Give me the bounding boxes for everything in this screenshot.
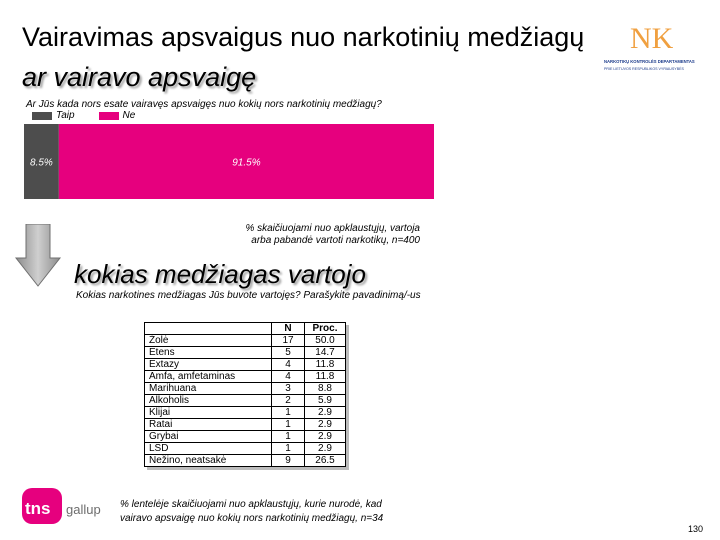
table-header-n: N: [272, 323, 305, 335]
cell-name: Ratai: [145, 419, 272, 431]
cell-pct: 2.9: [305, 431, 346, 443]
cell-pct: 8.8: [305, 383, 346, 395]
cell-name: Grybai: [145, 431, 272, 443]
cell-pct: 5.9: [305, 395, 346, 407]
legend-item-taip: [32, 110, 75, 121]
table-row: [145, 335, 346, 347]
gallup-text: gallup: [66, 502, 101, 517]
substances-table: [144, 322, 346, 467]
cell-n: 4: [272, 359, 305, 371]
cell-n: 1: [272, 443, 305, 455]
org-logo: [600, 14, 710, 79]
table-note: [120, 498, 383, 526]
slide-subtitle: ar vairavo apsvaigę: [22, 62, 257, 92]
cell-pct: 11.8: [305, 359, 346, 371]
cell-name: Amfa, amfetaminas: [145, 371, 272, 383]
cell-name: LSD: [145, 443, 272, 455]
table-row: [145, 395, 346, 407]
cell-name: Etens: [145, 347, 272, 359]
table-row: [145, 455, 346, 467]
cell-pct: 26.5: [305, 455, 346, 467]
table-note-line1: % lentelėje skaičiuojami nuo apklaustųjų, kurie nurodė, kad: [120, 499, 382, 510]
bar-label-taip: 8.5%: [30, 157, 53, 169]
cell-pct: 2.9: [305, 443, 346, 455]
table-row: [145, 419, 346, 431]
stacked-bar-chart: [24, 124, 434, 199]
section-question: Kokias narkotines medžiagas Jūs buvote vartojęs? Parašykite pavadinimą/-us: [76, 290, 421, 301]
table-row: [145, 347, 346, 359]
section-title: kokias medžiagas vartojo: [74, 259, 366, 289]
cell-n: 2: [272, 395, 305, 407]
cell-pct: 11.8: [305, 371, 346, 383]
cell-pct: 2.9: [305, 407, 346, 419]
legend-swatch-ne: [99, 112, 119, 120]
cell-n: 3: [272, 383, 305, 395]
logo-mark: NK: [630, 22, 674, 55]
question-text: Ar Jūs kada nors esate vairavęs apsvaigęs nuo kokių nors narkotinių medžiagų?: [26, 99, 382, 110]
cell-n: 1: [272, 407, 305, 419]
cell-name: Žolė: [145, 335, 272, 347]
table-row: [145, 443, 346, 455]
cell-name: Alkoholis: [145, 395, 272, 407]
cell-name: Nežino, neatsakė: [145, 455, 272, 467]
cell-pct: 50.0: [305, 335, 346, 347]
tns-text: tns: [25, 499, 51, 518]
cell-name: Extazy: [145, 359, 272, 371]
logo-line1: NARKOTIKŲ KONTROLĖS DEPARTAMENTAS: [604, 59, 695, 64]
ndk-logo-icon: [600, 14, 710, 74]
table-row: [145, 407, 346, 419]
legend-item-ne: [99, 110, 136, 121]
cell-name: Klijai: [145, 407, 272, 419]
legend-label-taip: Taip: [56, 110, 75, 121]
bar-label-ne: 91.5%: [232, 157, 261, 169]
page-number: 130: [688, 524, 704, 534]
table-row: [145, 359, 346, 371]
chart-note: [220, 223, 420, 247]
table-row: [145, 371, 346, 383]
cell-n: 5: [272, 347, 305, 359]
tns-logo-icon: [22, 488, 112, 528]
legend-swatch-taip: [32, 112, 52, 120]
slide-title: Vairavimas apsvaigus nuo narkotinių medžiagų: [22, 22, 585, 52]
cell-pct: 14.7: [305, 347, 346, 359]
cell-n: 9: [272, 455, 305, 467]
down-arrow-icon: [14, 224, 62, 288]
cell-n: 1: [272, 419, 305, 431]
chart-note-line2: arba pabandė vartoti narkotikų, n=400: [251, 235, 420, 246]
table-header-row: [145, 323, 346, 335]
tns-gallup-logo: [22, 488, 112, 533]
chart-legend: [32, 110, 135, 121]
chart-note-line1: % skaičiuojami nuo apklaustųjų, vartoja: [245, 223, 420, 234]
cell-n: 17: [272, 335, 305, 347]
logo-line2: PRIE LIETUVOS RESPUBLIKOS VYRIAUSYBĖS: [604, 67, 684, 71]
cell-pct: 2.9: [305, 419, 346, 431]
cell-name: Marihuana: [145, 383, 272, 395]
legend-label-ne: Ne: [122, 110, 136, 121]
table-note-line2: vairavo apsvaigę nuo kokių nors narkotinių medžiagų, n=34: [120, 513, 384, 524]
table-row: [145, 431, 346, 443]
table-header-name: [145, 323, 272, 335]
cell-n: 1: [272, 431, 305, 443]
table-header-pct: Proc.: [305, 323, 346, 335]
cell-n: 4: [272, 371, 305, 383]
table-row: [145, 383, 346, 395]
